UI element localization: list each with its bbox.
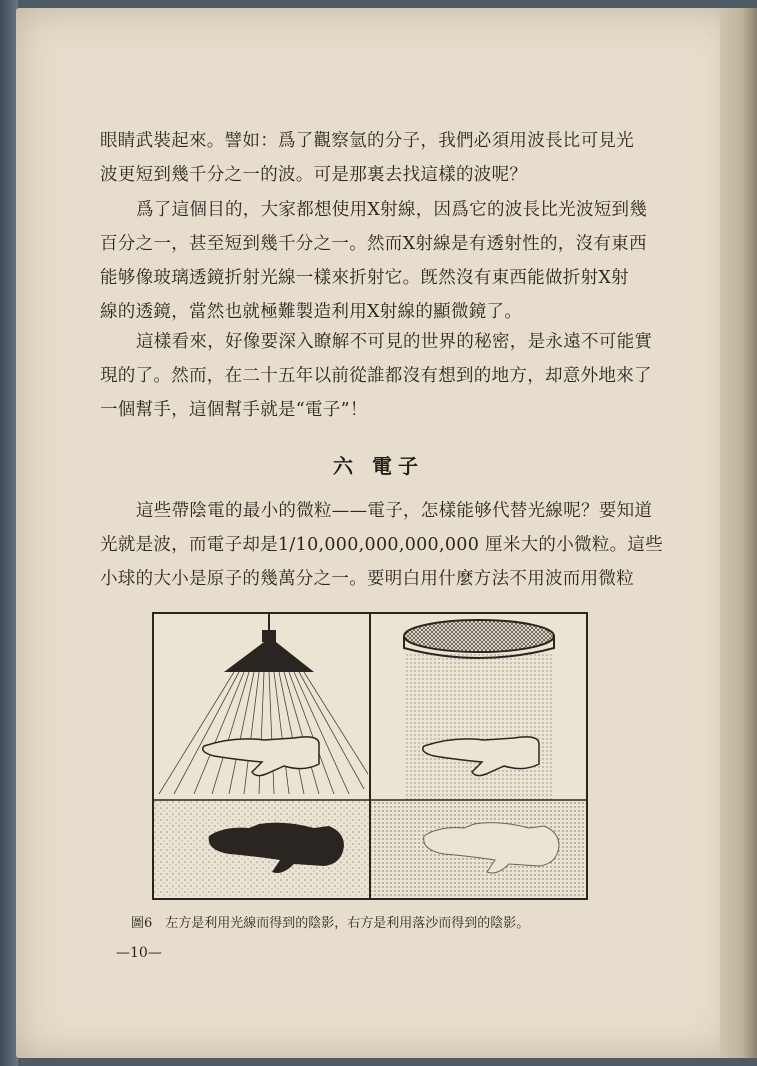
paragraph-4 [100, 494, 664, 596]
text-line: 眼睛武裝起來。譬如：爲了觀察氫的分子，我們必須用波長比可見光 [100, 131, 634, 151]
paragraph-3 [100, 325, 653, 427]
text-line: 線的透鏡，當然也就極難製造利用X射線的顯微鏡了。 [100, 302, 523, 322]
text-line: 這樣看來，好像要深入瞭解不可見的世界的秘密，是永遠不可能實 [136, 332, 653, 352]
figure-caption: 圖6 左方是利用光線而得到的陰影，右方是利用落沙而得到的陰影。 [131, 916, 530, 931]
paragraph-1 [100, 124, 640, 192]
page-number: —10— [116, 945, 162, 961]
text-line: 波更短到幾千分之一的波。可是那裏去找這樣的波呢？ [100, 165, 528, 185]
section-heading: 六 電子 [333, 454, 424, 478]
page-stack-edge [720, 8, 757, 1058]
text-line: 爲了這個目的，大家都想使用X射線，因爲它的波長比光波短到幾 [136, 200, 648, 220]
text-line: 百分之一，甚至短到幾千分之一。然而X射線是有透射性的，沒有東西 [100, 234, 647, 254]
shadow-comparison-illustration [154, 614, 586, 898]
text-line: 小球的大小是原子的幾萬分之一。要明白用什麼方法不用波而用微粒 [100, 569, 634, 589]
text-line: 這些帶陰電的最小的微粒——電子，怎樣能够代替光線呢？要知道 [136, 501, 653, 521]
text-line: 現的了。然而，在二十五年以前從誰都沒有想到的地方，却意外地來了 [100, 366, 652, 386]
text-line: 一個幫手，這個幫手就是“電子”！ [100, 400, 368, 420]
text-line: 光就是波，而電子却是1/10,000,000,000,000 厘米大的小微粒。這些 [100, 535, 664, 555]
text-line: 能够像玻璃透鏡折射光線一樣來折射它。旣然沒有東西能做折射X射 [100, 268, 629, 288]
paragraph-2 [100, 193, 648, 329]
figure-illustration [152, 612, 588, 900]
